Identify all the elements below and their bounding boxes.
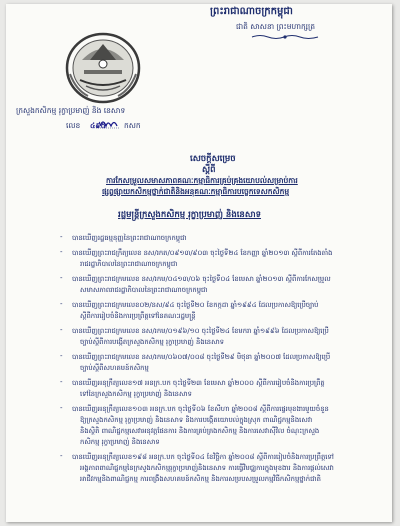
reference-item: បានឃើញព្រះរាជក្រមលេខ នស/រកម/០៤១៣/០៦ ចុះថ្ងៃទី០៤ ខែមេសា ឆ្នាំ២០១៣ ស្តីពីការកែសម្រួល xyxy=(72,275,331,283)
ministry-name: ក្រសួងកសិកម្ម រុក្ខាប្រមាញ់ និង នេសាទ xyxy=(16,106,126,115)
reference-item: បានឃើញព្រះរាជក្រឹត្យលេខ នស/រកត/០៩១៣/៩០៣ ចុះថ្ងៃទី២៤ ខែកញ្ញា ឆ្នាំ២០១៣ ស្តីពីការតែងតាំង xyxy=(72,249,333,257)
reference-item: បានឃើញអនុក្រឹត្យលេខ១៧ អនក្រ.បក ចុះថ្ងៃទី២៣ ខែមេសា ឆ្នាំ២០០០ ស្តីពីការរៀបចំនិងការប្រព្រឹត្ត xyxy=(72,379,325,387)
ornament-divider xyxy=(250,34,320,40)
reference-item-continuation: ច្បាប់ស្តីពីការបង្កើតក្រសួងកសិកម្ម រុក្ខាប្រមាញ់ និងនេសាទ xyxy=(80,338,225,346)
reference-item: បានឃើញរដ្ឋធម្មនុញ្ញនៃព្រះរាជាណាចក្រកម្ពុជា xyxy=(72,234,187,242)
reference-bullet: - xyxy=(60,378,63,386)
reference-item-continuation: រាជរដ្ឋាភិបាលនៃព្រះរាជាណាចក្រកម្ពុជា xyxy=(80,260,178,268)
reference-label: លេខ xyxy=(66,121,81,130)
reference-item: បានឃើញព្រះរាជក្រមលេខ នស/រកម/០១៩៦/១០ ចុះថ្ងៃទី២៤ ខែមករា ឆ្នាំ១៩៩៦ ដែលប្រកាសឱ្យប្រើ xyxy=(72,327,329,335)
ministry-emblem-logo xyxy=(62,30,144,106)
kingdom-header: ព្រះរាជាណាចក្រកម្ពុជា xyxy=(210,6,293,17)
reference-item: បានឃើញព្រះរាជក្រមលេខ០២/នស/៩៤ ចុះថ្ងៃទី២០ ខែកក្កដា ឆ្នាំ១៩៩៤ ដែលប្រកាសឱ្យប្រើច្បាប់ xyxy=(72,301,319,309)
reference-bullet: - xyxy=(60,274,63,282)
reference-item: បានឃើញអនុក្រឹត្យលេខ១៩៨ អនក្រ.បក ចុះថ្ងៃទី០៤ ខែវិច្ឆិកា ឆ្នាំ២០០៨ ស្តីពីការរៀបចំនិងការប្រព្រឹត្តទៅ xyxy=(72,453,334,461)
reference-item: បានឃើញអនុក្រឹត្យលេខ១០៣ អនក្រ.បក ចុះថ្ងៃទី០៦ ខែសីហា ឆ្នាំ២០០៨ ស្តីពីការផ្ទេរមុខងារមួយចំនួន xyxy=(72,405,329,413)
reference-bullet: - xyxy=(60,352,63,360)
decision-subject-line-2: ផ្សព្វផ្សាយកសិកម្មថ្នាក់ជាតិនិងអនុគណៈកម្មាធិការបច្ចេកទេសកសិកម្ម xyxy=(102,187,290,196)
reference-number: ៤៩៥ xyxy=(90,121,106,130)
national-motto: ជាតិ សាសនា ព្រះមហាក្សត្រ xyxy=(236,22,316,31)
reference-bullet: - xyxy=(60,248,63,256)
decision-subject-line-1: ការកែសម្រួលសមាសភាពគណៈកម្មាធិការគ្រប់គ្រងយោបល់សម្រាប់ការ xyxy=(106,176,298,185)
reference-bullet: - xyxy=(60,300,63,308)
reference-item-continuation: និងស្ថិតិ ពាណិជ្ជកម្មសេវាអនុវត្តផែនការ និងការគ្រប់គ្រងកសិកម្ម និងការសេវាស៊ីវិល ចំណុះក្រសួង xyxy=(80,427,320,435)
reference-item: បានឃើញព្រះរាជក្រមលេខ នស/រកម/០៦០៧/០០៨ ចុះថ្ងៃទី២៩ មិថុនា ឆ្នាំ២០០៧ ដែលប្រកាសឱ្យប្រើ xyxy=(72,353,331,361)
decision-title: សេចក្តីសម្រេច xyxy=(190,154,236,164)
decision-about: ស្តីពី xyxy=(202,165,216,175)
reference-item-continuation: ឱ្យក្រសួងកសិកម្ម រុក្ខាប្រមាញ់ និងនេសាទ និងការបង្កើតយោបល់ក្នុងស្រុក ពាណិជ្ជកម្មនិងសេវា xyxy=(80,416,313,424)
reference-item-continuation: ទៅនៃក្រសួងកសិកម្ម រុក្ខាប្រមាញ់ និងនេសាទ xyxy=(80,390,192,398)
reference-bullet: - xyxy=(60,404,63,412)
reference-item-continuation: ស្តីពីការរៀបចំនិងការប្រព្រឹត្តទៅនៃគណៈរដ្ឋមន្ត្រី xyxy=(80,312,196,320)
reference-bullet: - xyxy=(60,326,63,334)
reference-item-continuation: អាជីវកម្មនិងពាណិជ្ជកម្ម ការពង្រឹងសហគមន៍កសិកម្ម និងការសម្របសម្រួលកម្មវិធីកសិកម្មថ្នាក់ជាតិ xyxy=(80,475,321,483)
reference-item-continuation: សមាសភាពរាជរដ្ឋាភិបាលនៃព្រះរាជាណាចក្រកម្ពុជា xyxy=(80,286,208,294)
document-page xyxy=(6,4,392,522)
issuing-authority: រដ្ឋមន្ត្រីក្រសួងកសិកម្ម រុក្ខាប្រមាញ់ និងនេសាទ xyxy=(118,210,262,220)
reference-item-continuation: ច្បាប់ស្តីពីសហគមន៍កសិកម្ម xyxy=(80,364,149,372)
reference-suffix: កសក xyxy=(124,121,141,130)
reference-bullet: - xyxy=(60,233,63,241)
reference-item-continuation: កសិកម្ម រុក្ខាប្រមាញ់ និងនេសាទ xyxy=(80,438,160,446)
reference-item-continuation: អង្គភាពពាណិជ្ជកម្មនៃក្រសួងកសិកម្មរុក្ខាប្រមាញ់និងនេសាទ ការធ្វើវិមជ្ឈការក្នុងមុខងារ និងការផ្តល់សេវា xyxy=(80,464,334,472)
reference-bullet: - xyxy=(60,452,63,460)
